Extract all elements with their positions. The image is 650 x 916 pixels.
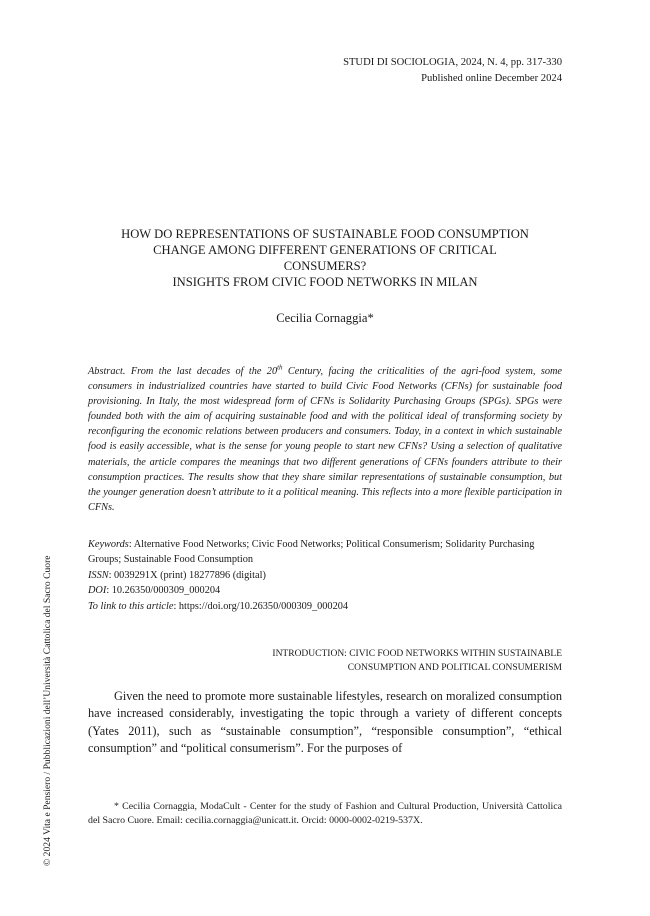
section-heading-line: INTRODUCTION: CIVIC FOOD NETWORKS WITHIN SUSTAINABLE [272,649,562,659]
link-label: To link to this article [88,600,174,612]
section-heading-line: CONSUMPTION AND POLITICAL CONSUMERISM [347,662,562,673]
author-footnote: * Cecilia Cornaggia, ModaCult - Center for the study of Fashion and Cultural Production, Università Cattolica del Sacro Cuore. Email: cecilia.cornaggia@unicatt.it. Orcid: 0000-0002-0219-537X. [88,801,562,826]
link-row: To link to this article: https://doi.org/10.26350/000309_000204 [88,600,349,612]
publication-date: Published online December 2024 [421,73,562,84]
keywords-label: Keywords [88,539,129,550]
abstract-text-start: Abstract. From the last decades of the 20 [88,366,278,377]
keywords-row: Keywords: Alternative Food Networks; Civic Food Networks; Political Consumerism; Solidarity Purchasing Groups; Sustainable Food Consumption [88,539,535,566]
title-line: CHANGE AMONG DIFFERENT GENERATIONS OF CRITICAL [153,243,497,257]
copyright-vertical: © 2024 Vita e Pensiero / Pubblicazioni dell’Università Cattolica del Sacro Cuore [42,555,53,866]
issn-label: ISSN [88,569,109,581]
journal-citation: STUDI DI SOCIOLOGIA, 2024, N. 4, pp. 317-330 [343,57,562,68]
article-title [88,226,562,290]
doi-label: DOI [88,585,107,597]
doi-row: DOI: 10.26350/000309_000204 [88,585,221,597]
title-line: CONSUMERS? [283,259,367,273]
doi-value: 10.26350/000309_000204 [111,585,221,597]
article-metadata [88,537,562,614]
keywords-value: Alternative Food Networks; Civic Food Networks; Political Consumerism; Solidarity Purchasing Groups; Sustainable Food Consumption [88,539,535,566]
abstract-text-rest: Century, facing the criticalities of the agri-food system, some consumers in industrialized countries have started to build Civic Food Networks (CFNs) for sustainable food provisioning. In Italy, the most widespread form of CFNs is Solidarity Purchasing Groups (SPGs). SPGs were founded both with the aim of acquiring sustainable food and with the political ideal of transforming society by reconfiguring the economic relations between producers and consumers. Today, in a context in which sustainable food is easily accessible, what is the sense for young people to start new CFNs? Using a selection of qualitative materials, the article compares the meanings that two different generations of CFNs founders attribute to their consumption practices. The results show that they share similar representations of sustainable consumption, but the younger generation doesn’t attribute to it a political meaning. This reflects into a more flexible participation in CFNs. [88,366,562,513]
title-line: HOW DO REPRESENTATIONS OF SUSTAINABLE FOOD CONSUMPTION [121,227,529,241]
running-header [343,55,562,87]
body-paragraph: Given the need to promote more sustainable lifestyles, research on moralized consumption have increased considerably, investigating the topic through a variety of different concepts (Yates 2011), such as “sustainable consumption”, “responsible consumption”, “ethical consumption” and “political consumerism”. For the purposes of [88,689,562,756]
issn-value: 0039291X (print) 18277896 (digital) [114,569,266,581]
article-link[interactable]: https://doi.org/10.26350/000309_000204 [178,600,349,612]
abstract [88,364,562,515]
title-line: INSIGHTS FROM CIVIC FOOD NETWORKS IN MILAN [172,275,478,289]
abstract-superscript: th [277,363,283,372]
issn-row: ISSN: 0039291X (print) 18277896 (digital) [88,569,266,581]
section-heading [182,648,562,675]
author-name: Cecilia Cornaggia* [276,311,374,325]
